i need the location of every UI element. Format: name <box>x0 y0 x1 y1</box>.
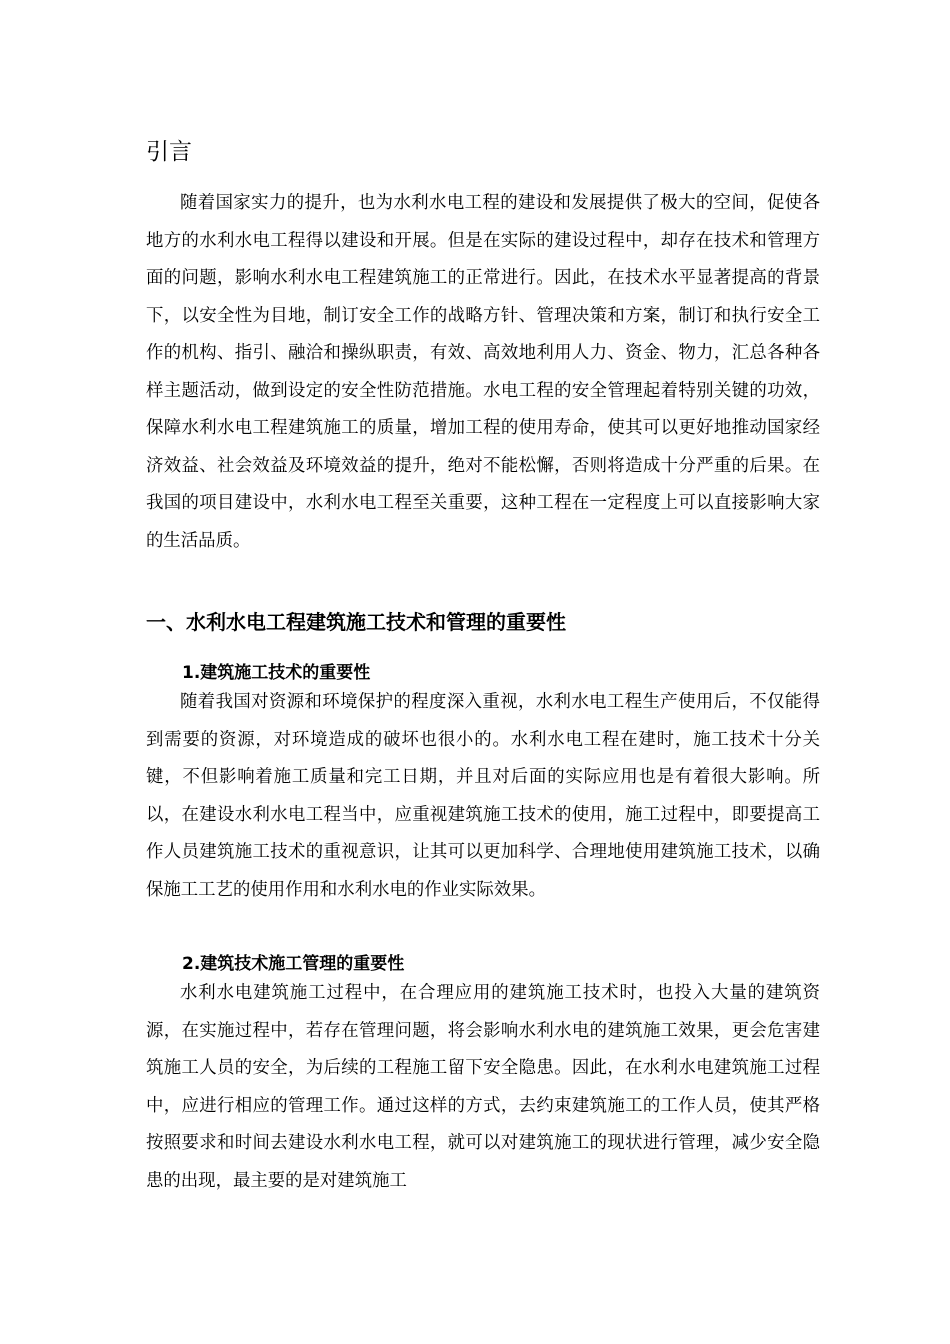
subsection1-paragraph: 随着我国对资源和环境保护的程度深入重视，水利水电工程生产使用后，不仅能得到需要的资源，对环境造成的破坏也很小的。水利水电工程在建时，施工技术十分关键，不但影响着施工质量和完工日期，并且对后面的实际应用也是有着很大影响。所以，在建设水利水电工程当中，应重视建筑施工技术的使用，施工过程中，即要提高工作人员建筑施工技术的重视意识，让其可以更加科学、合理地使用建筑施工技术，以确保施工工艺的使用作用和水利水电的作业实际效果。 <box>146 692 820 900</box>
subsection2-paragraph: 水利水电建筑施工过程中，在合理应用的建筑施工技术时，也投入大量的建筑资源，在实施过程中，若存在管理问题，将会影响水利水电的建筑施工效果，更会危害建筑施工人员的安全，为后续的工程施工留下安全隐患。因此，在水利水电建筑施工过程中，应进行相应的管理工作。通过这样的方式，去约束建筑施工的工作人员，使其严格按照要求和时间去建设水利水电工程，就可以对建筑施工的现状进行管理，减少安全隐患的出现，最主要的是对建筑施工 <box>146 983 820 1191</box>
intro-paragraph: 随着国家实力的提升，也为水利水电工程的建设和发展提供了极大的空间，促使各地方的水利水电工程得以建设和开展。但是在实际的建设过程中，却存在技术和管理方面的问题，影响水利水电工程建筑施工的正常进行。因此，在技术水平显著提高的背景下，以安全性为目地，制订安全工作的战略方针、管理决策和方案，制订和执行安全工作的机构、指引、融洽和操纵职责，有效、高效地利用人力、资金、物力，汇总各种各样主题活动，做到设定的安全性防范措施。水电工程的安全管理起着特别关键的功效，保障水利水电工程建筑施工的质量，增加工程的使用寿命，使其可以更好地推动国家经济效益、社会效益及环境效益的提升，绝对不能松懈，否则将造成十分严重的后果。在我国的项目建设中，水利水电工程至关重要，这种工程在一定程度上可以直接影响大家的生活品质。 <box>146 193 820 551</box>
subsection1-heading: 1.建筑施工技术的重要性 <box>182 663 371 683</box>
intro-heading: 引言 <box>146 139 192 165</box>
subsection2-heading: 2.建筑技术施工管理的重要性 <box>182 954 405 974</box>
section1-heading: 一、水利水电工程建筑施工技术和管理的重要性 <box>146 610 566 634</box>
